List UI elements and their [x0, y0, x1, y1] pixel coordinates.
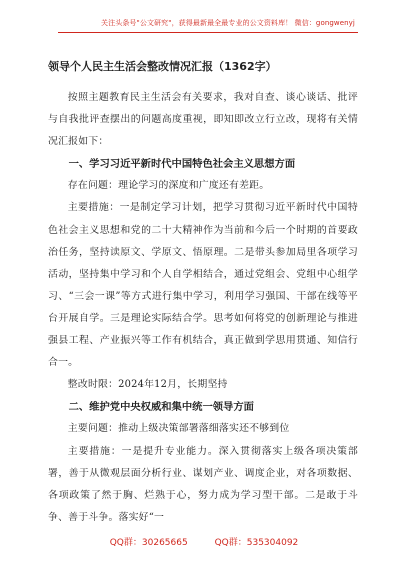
footer-qq-groups — [0, 535, 408, 548]
section-1-heading: 一、学习习近平新时代中国特色社会主义思想方面 — [68, 158, 296, 171]
section-1-measures: 主要措施：一是制定学习计划，把学习贯彻习近平新时代中国特色社会主义思想和党的二十大精神作为当前和今后一个时期的首要政治任务，坚持读原文、学原文、悟原理。二是带头参加局里各项学习活动，坚持集中学习和个人自学相结合，通过党组会、党组中心组学习、“三会一课”等方式进行集中学习，利用学习强国、干部在线等平台开展自学。三是理论实际结合学。思考如何将党的创新理论与推进强县工程、产业振兴等工作有机结合，真正做到学思用贯通、知信行合一。 — [48, 202, 358, 369]
footer-qq-group-1: QQ群：30265665 — [109, 538, 188, 548]
footer-qq-group-2: QQ群：535304092 — [214, 538, 299, 548]
header-divider — [58, 32, 358, 33]
header-notice: 关注头条号"公文研究"，获得最新最全最专业的公文资料库！ 微信：gongwenyj — [101, 19, 355, 27]
section-1-problem: 存在问题：理论学习的深度和广度还有差距。 — [67, 180, 270, 192]
document-title: 领导个人民主生活会整改情况汇报（1362字） — [48, 60, 277, 73]
intro-paragraph: 按照主题教育民主生活会有关要求，我对自查、谈心谈话、批评与自我批评查摆出的问题高度重视，即知即改立行立改，现将有关情况汇报如下： — [48, 92, 358, 148]
section-2-measures: 主要措施：一是提升专业能力。深入贯彻落实上级各项决策部署，善于从微观层面分析行业、谋划产业、调度企业，对各项数据、各项政策了然于胸、烂熟于心，努力成为学习型干部。二是敢于斗争、善于斗争。落实好“一 — [48, 445, 358, 523]
document-body — [48, 60, 358, 529]
section-2-problem: 主要问题：推动上级决策部署落细落实还不够到位 — [67, 423, 290, 435]
section-2-heading: 二、维护党中央权威和集中统一领导方面 — [68, 401, 254, 414]
section-1-deadline: 整改时限：2024年12月，长期坚持 — [67, 379, 228, 391]
